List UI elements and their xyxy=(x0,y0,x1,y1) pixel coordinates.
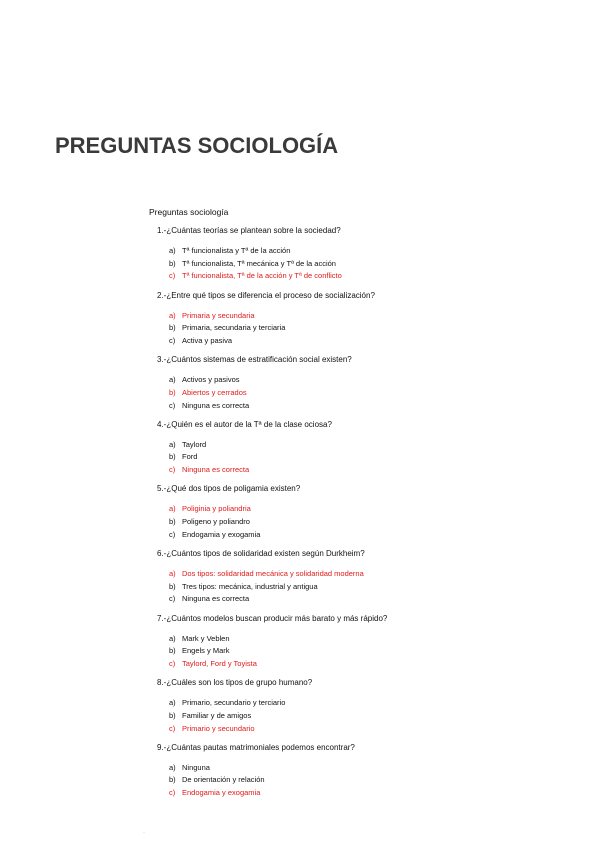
answer-text: Tª funcionalista, Tª de la acción y Tª de conflicto xyxy=(182,271,342,281)
answer-text: Ninguna es correcta xyxy=(182,465,250,475)
answer-letter: c) xyxy=(169,723,176,733)
answer-letter: b) xyxy=(169,517,176,527)
question-text: 4.-¿Quién es el autor de la Tª de la clase ociosa? xyxy=(157,419,332,429)
answer-letter: c) xyxy=(169,529,176,539)
answer-text: Familiar y de amigos xyxy=(182,710,252,720)
question-text: 5.-¿Qué dos tipos de poligamia existen? xyxy=(157,484,301,494)
answer-text: Endogamia y exogamia xyxy=(182,788,261,798)
answer-text: Taylord, Ford y Toyista xyxy=(182,658,257,668)
question-8 xyxy=(0,678,600,743)
answer-text: Ninguna es correcta xyxy=(182,400,250,410)
question-text: 8.-¿Cuáles son los tipos de grupo humano? xyxy=(157,678,313,688)
answer-letter: b) xyxy=(169,775,176,785)
answer-letter: b) xyxy=(169,323,176,333)
answer-letter: b) xyxy=(169,452,176,462)
answer-text: Activos y pasivos xyxy=(182,375,240,385)
page-title: PREGUNTAS SOCIOLOGÍA xyxy=(55,133,339,158)
answer-letter: c) xyxy=(169,788,176,798)
answer-letter: b) xyxy=(169,581,176,591)
answer-letter: c) xyxy=(169,594,176,604)
question-6 xyxy=(0,549,600,614)
answer-text: Poliginia y poliandria xyxy=(182,504,251,514)
answer-text: Primario, secundario y terciario xyxy=(182,698,286,708)
answer-letter: a) xyxy=(169,310,176,320)
answer-letter: b) xyxy=(169,387,176,397)
question-5 xyxy=(0,484,600,549)
question-text: 1.-¿Cuántas teorías se plantean sobre la sociedad? xyxy=(157,226,341,235)
page-mark: · xyxy=(143,830,145,836)
question-text: 3.-¿Cuántos sistemas de estratificación social existen? xyxy=(157,355,352,365)
answer-letter: c) xyxy=(169,335,176,345)
answer-letter: b) xyxy=(169,646,176,656)
question-7 xyxy=(0,614,600,679)
answer-text: Abiertos y cerrados xyxy=(182,387,247,397)
question-list xyxy=(0,226,600,807)
answer-text: Endogamia y exogamia xyxy=(182,529,261,539)
answer-text: Dos tipos: solidaridad mecánica y solidaridad moderna xyxy=(182,568,364,578)
answer-letter: b) xyxy=(169,258,176,268)
question-text: 6.-¿Cuántos tipos de solidaridad existen según Durkheim? xyxy=(157,548,365,558)
answer-letter: c) xyxy=(169,658,176,668)
answer-text: Activa y pasiva xyxy=(182,335,233,345)
answer-letter: b) xyxy=(169,710,176,720)
answer-letter: a) xyxy=(169,633,176,643)
question-1 xyxy=(0,226,600,291)
answer-text: Tª funcionalista y Tª de la acción xyxy=(182,246,291,255)
answer-letter: a) xyxy=(169,504,176,514)
answer-text: Tres tipos: mecánica, industrial y antigua xyxy=(182,581,318,591)
answer-text: Primario y secundario xyxy=(182,723,255,733)
question-text: 9.-¿Cuántas pautas matrimoniales podemos encontrar? xyxy=(157,742,355,752)
answer-letter: a) xyxy=(169,439,176,449)
question-3 xyxy=(0,355,600,420)
answer-text: Tª funcionalista, Tª mecánica y Tª de la acción xyxy=(182,258,336,268)
question-4 xyxy=(0,420,600,485)
answer-letter: a) xyxy=(169,246,176,255)
answer-letter: a) xyxy=(169,375,176,385)
question-text: 7.-¿Cuántos modelos buscan producir más barato y más rápido? xyxy=(157,613,388,623)
answer-text: Ford xyxy=(182,452,198,462)
answer-text: Taylord xyxy=(182,439,207,449)
answer-letter: a) xyxy=(169,568,176,578)
question-9 xyxy=(0,743,600,808)
question-text: 2.-¿Entre qué tipos se diferencia el proceso de socialización? xyxy=(157,290,375,300)
answer-letter: c) xyxy=(169,271,176,281)
answer-text: Ninguna xyxy=(182,762,210,772)
document-subtitle: Preguntas sociología xyxy=(149,207,229,217)
answer-text: De orientación y relación xyxy=(182,775,265,785)
answer-letter: a) xyxy=(169,762,176,772)
answer-text: Primaria y secundaria xyxy=(182,310,255,320)
answer-text: Mark y Veblen xyxy=(182,633,230,643)
answer-text: Primaria, secundaria y terciaria xyxy=(182,323,286,333)
answer-text: Poligeno y poliandro xyxy=(182,517,250,527)
answer-letter: a) xyxy=(169,698,176,708)
answer-letter: c) xyxy=(169,465,176,475)
answer-letter: c) xyxy=(169,400,176,410)
answer-text: Engels y Mark xyxy=(182,646,230,656)
question-2 xyxy=(0,291,600,356)
answer-text: Ninguna es correcta xyxy=(182,594,250,604)
